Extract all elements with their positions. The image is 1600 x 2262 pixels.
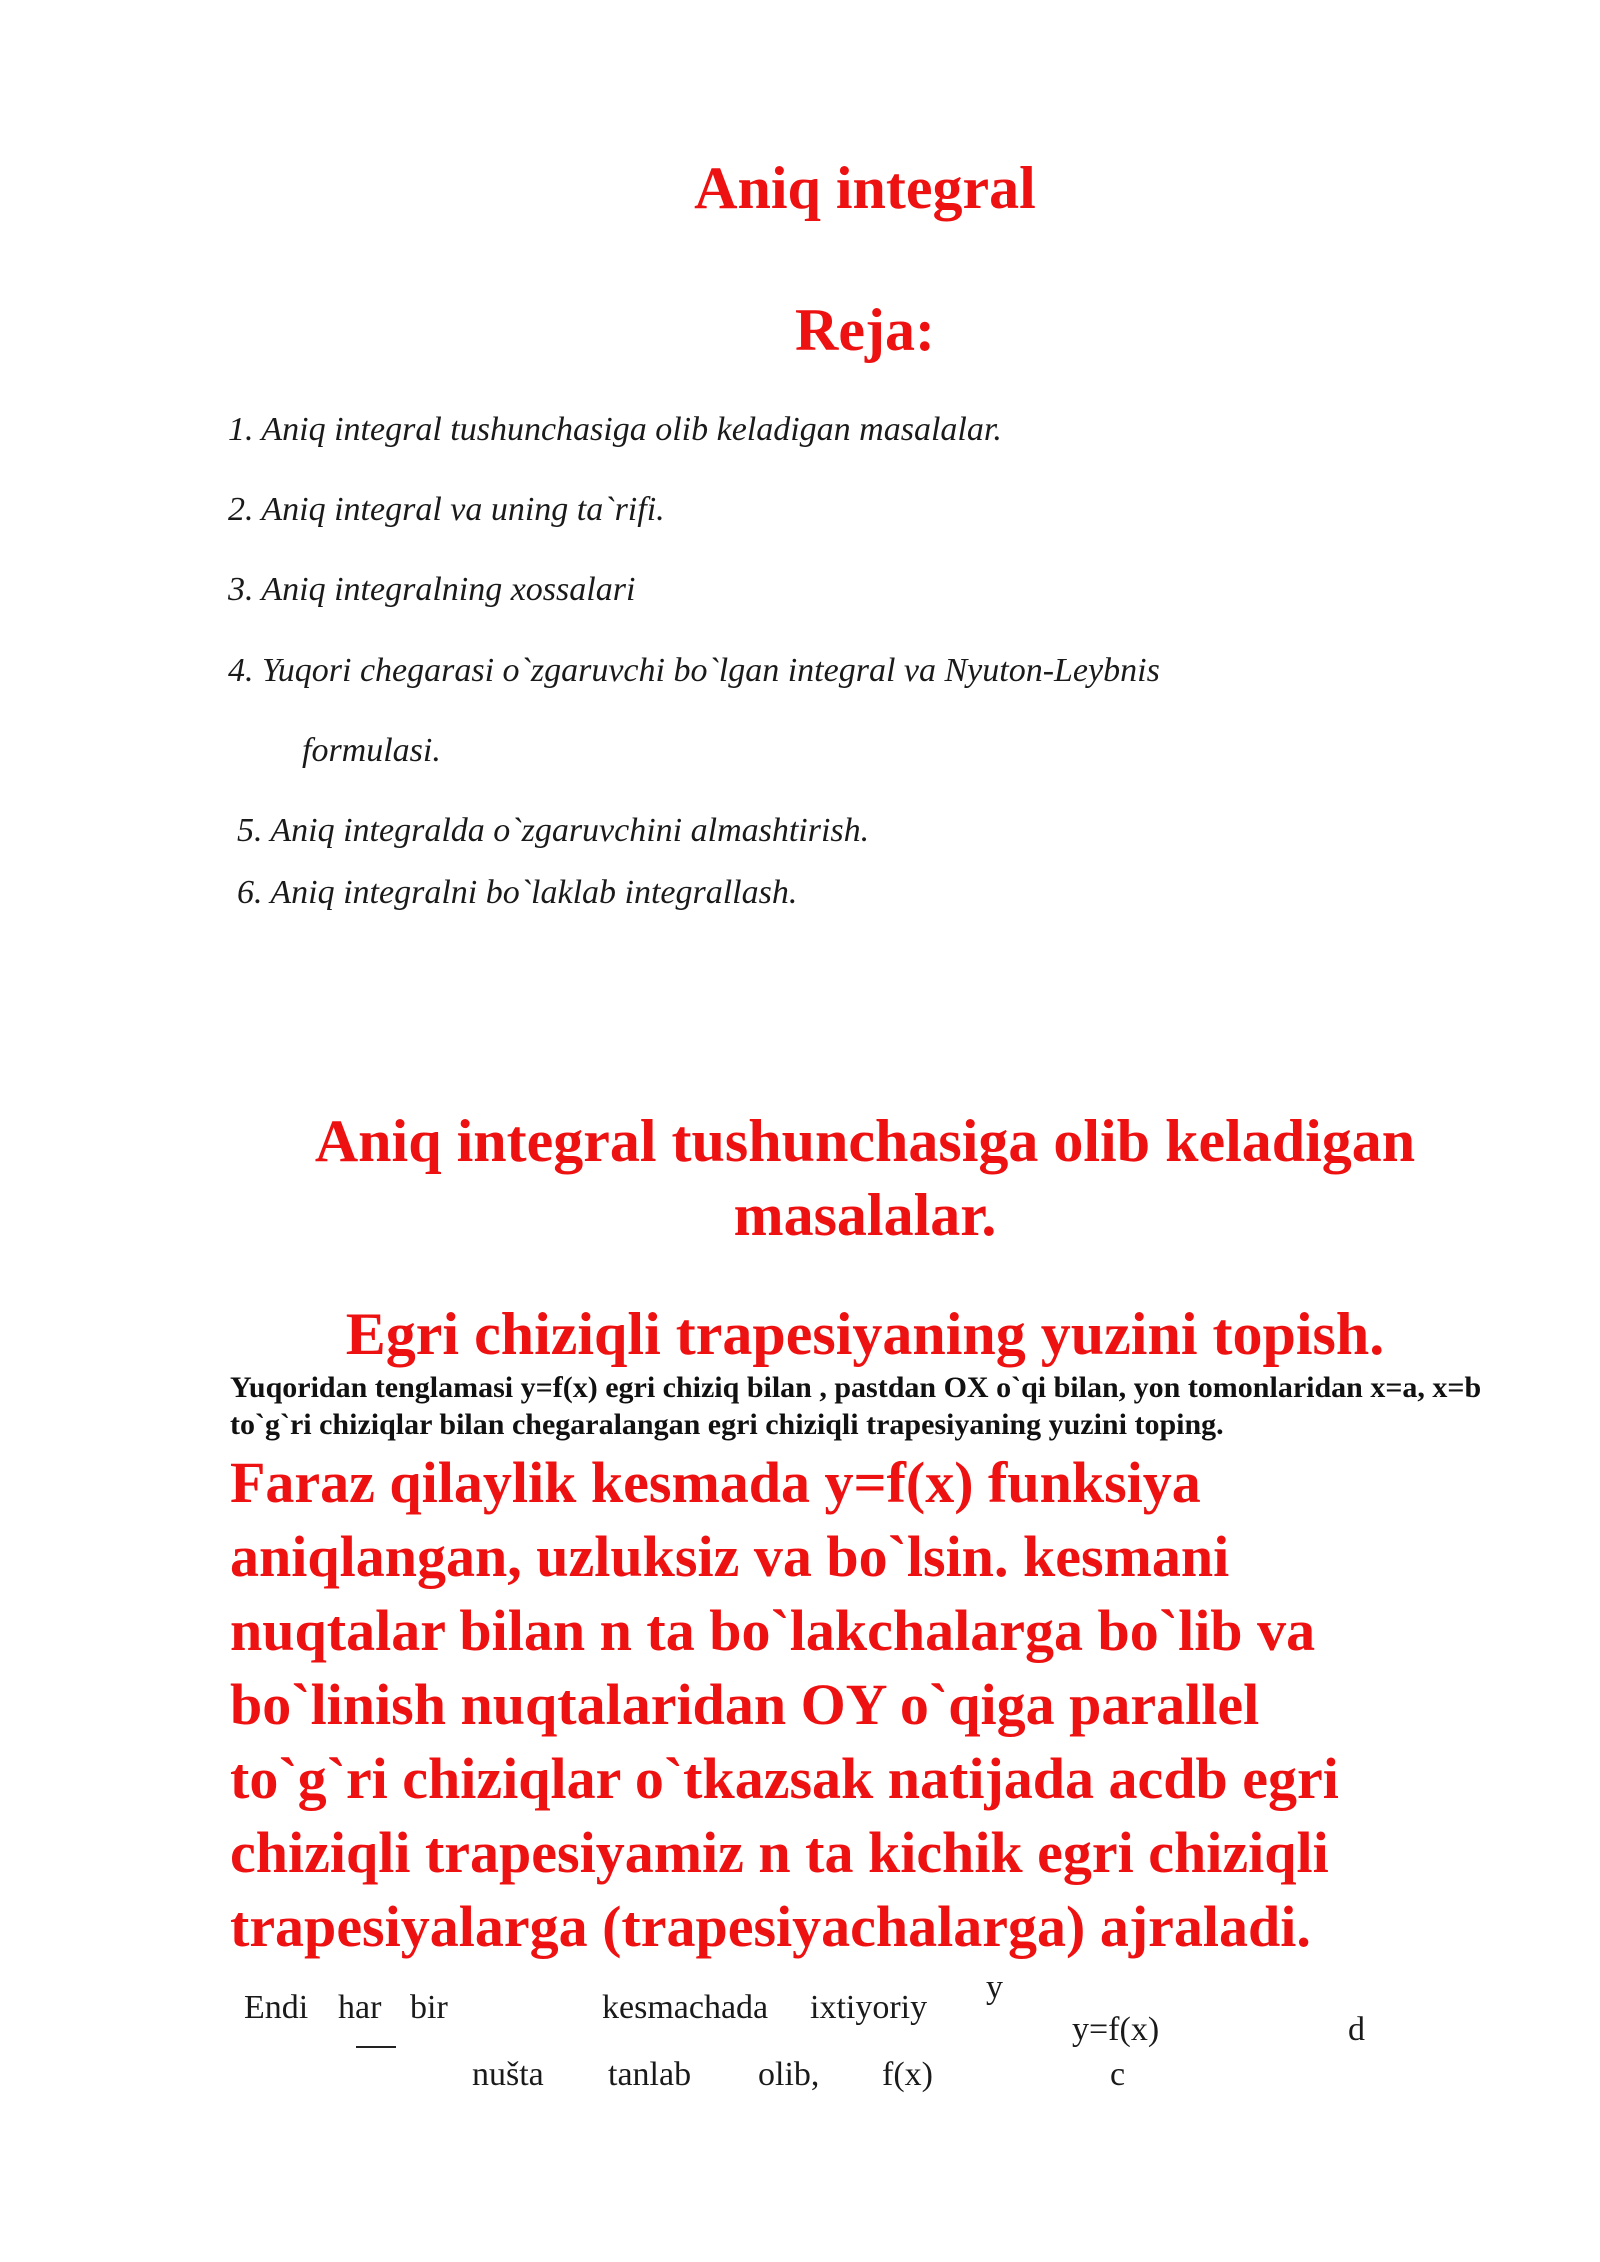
curve-label: y=f(x) <box>1072 2011 1160 2048</box>
plan-item: 2. Aniq integral va uning ta`rifi. <box>228 491 665 528</box>
paragraph-line: to`g`ri chiziqlar o`tkazsak natijada acdb egri <box>230 1746 1339 1811</box>
document-title: Aniq integral <box>694 155 1036 221</box>
paragraph-line: Faraz qilaylik kesmada y=f(x) funksiya <box>230 1450 1201 1515</box>
bottom-word: tanlab <box>608 2056 692 2093</box>
plan-item-continuation: formulasi. <box>302 732 441 769</box>
point-label-d: d <box>1348 2011 1365 2048</box>
section-heading-line1: Aniq integral tushunchasiga olib keladigan <box>314 1108 1416 1174</box>
paragraph-line: trapesiyalarga (trapesiyachalarga) ajraladi. <box>230 1894 1311 1959</box>
sub-heading: Egri chiziqli trapesiyaning yuzini topish. <box>345 1301 1385 1367</box>
plan-item: 1. Aniq integral tushunchasiga olib keladigan masalalar. <box>228 411 1002 448</box>
paragraph-line: aniqlangan, uzluksiz va bo`lsin. kesmani <box>230 1524 1230 1589</box>
plan-item: 3. Aniq integralning xossalari <box>228 571 636 608</box>
plan-heading: Reja: <box>795 297 935 363</box>
paragraph-line: bo`linish nuqtalaridan OY o`qiga parallel <box>230 1672 1260 1737</box>
bottom-word: Endi <box>244 1989 309 2026</box>
bottom-word: har <box>338 1989 382 2026</box>
problem-statement: Yuqoridan tenglamasi y=f(x) egri chiziq bilan , pastdan OX o`qi bilan, yon tomonlaridan x=a, x=b to`g`ri chiziqlar bilan chegaralangan egri chiziqli trapesiyaning yuzini toping. <box>230 1371 1482 1441</box>
axis-label-y: y <box>986 1969 1003 2006</box>
plan-item: 4. Yuqori chegarasi o`zgaruvchi bo`lgan integral va Nyuton-Leybnis <box>228 652 1160 689</box>
paragraph-line: chiziqli trapesiyamiz n ta kichik egri chiziqli <box>230 1820 1329 1885</box>
plan-item: 5. Aniq integralda o`zgaruvchini almashtirish. <box>237 812 870 849</box>
point-label-c: c <box>1110 2056 1126 2093</box>
bottom-word: ixtiyoriy <box>810 1989 928 2026</box>
bottom-word: olib, <box>758 2056 820 2093</box>
section-heading-line2: masalalar. <box>733 1182 997 1248</box>
bottom-word: bir <box>410 1989 448 2026</box>
bottom-word: kesmachada <box>602 1989 769 2026</box>
underline-mark <box>356 2046 396 2048</box>
bottom-word: f(x) <box>882 2056 933 2093</box>
bottom-word: nušta <box>472 2056 544 2093</box>
plan-item: 6. Aniq integralni bo`laklab integrallash. <box>237 874 798 911</box>
paragraph-line: nuqtalar bilan n ta bo`lakchalarga bo`lib va <box>230 1598 1316 1663</box>
